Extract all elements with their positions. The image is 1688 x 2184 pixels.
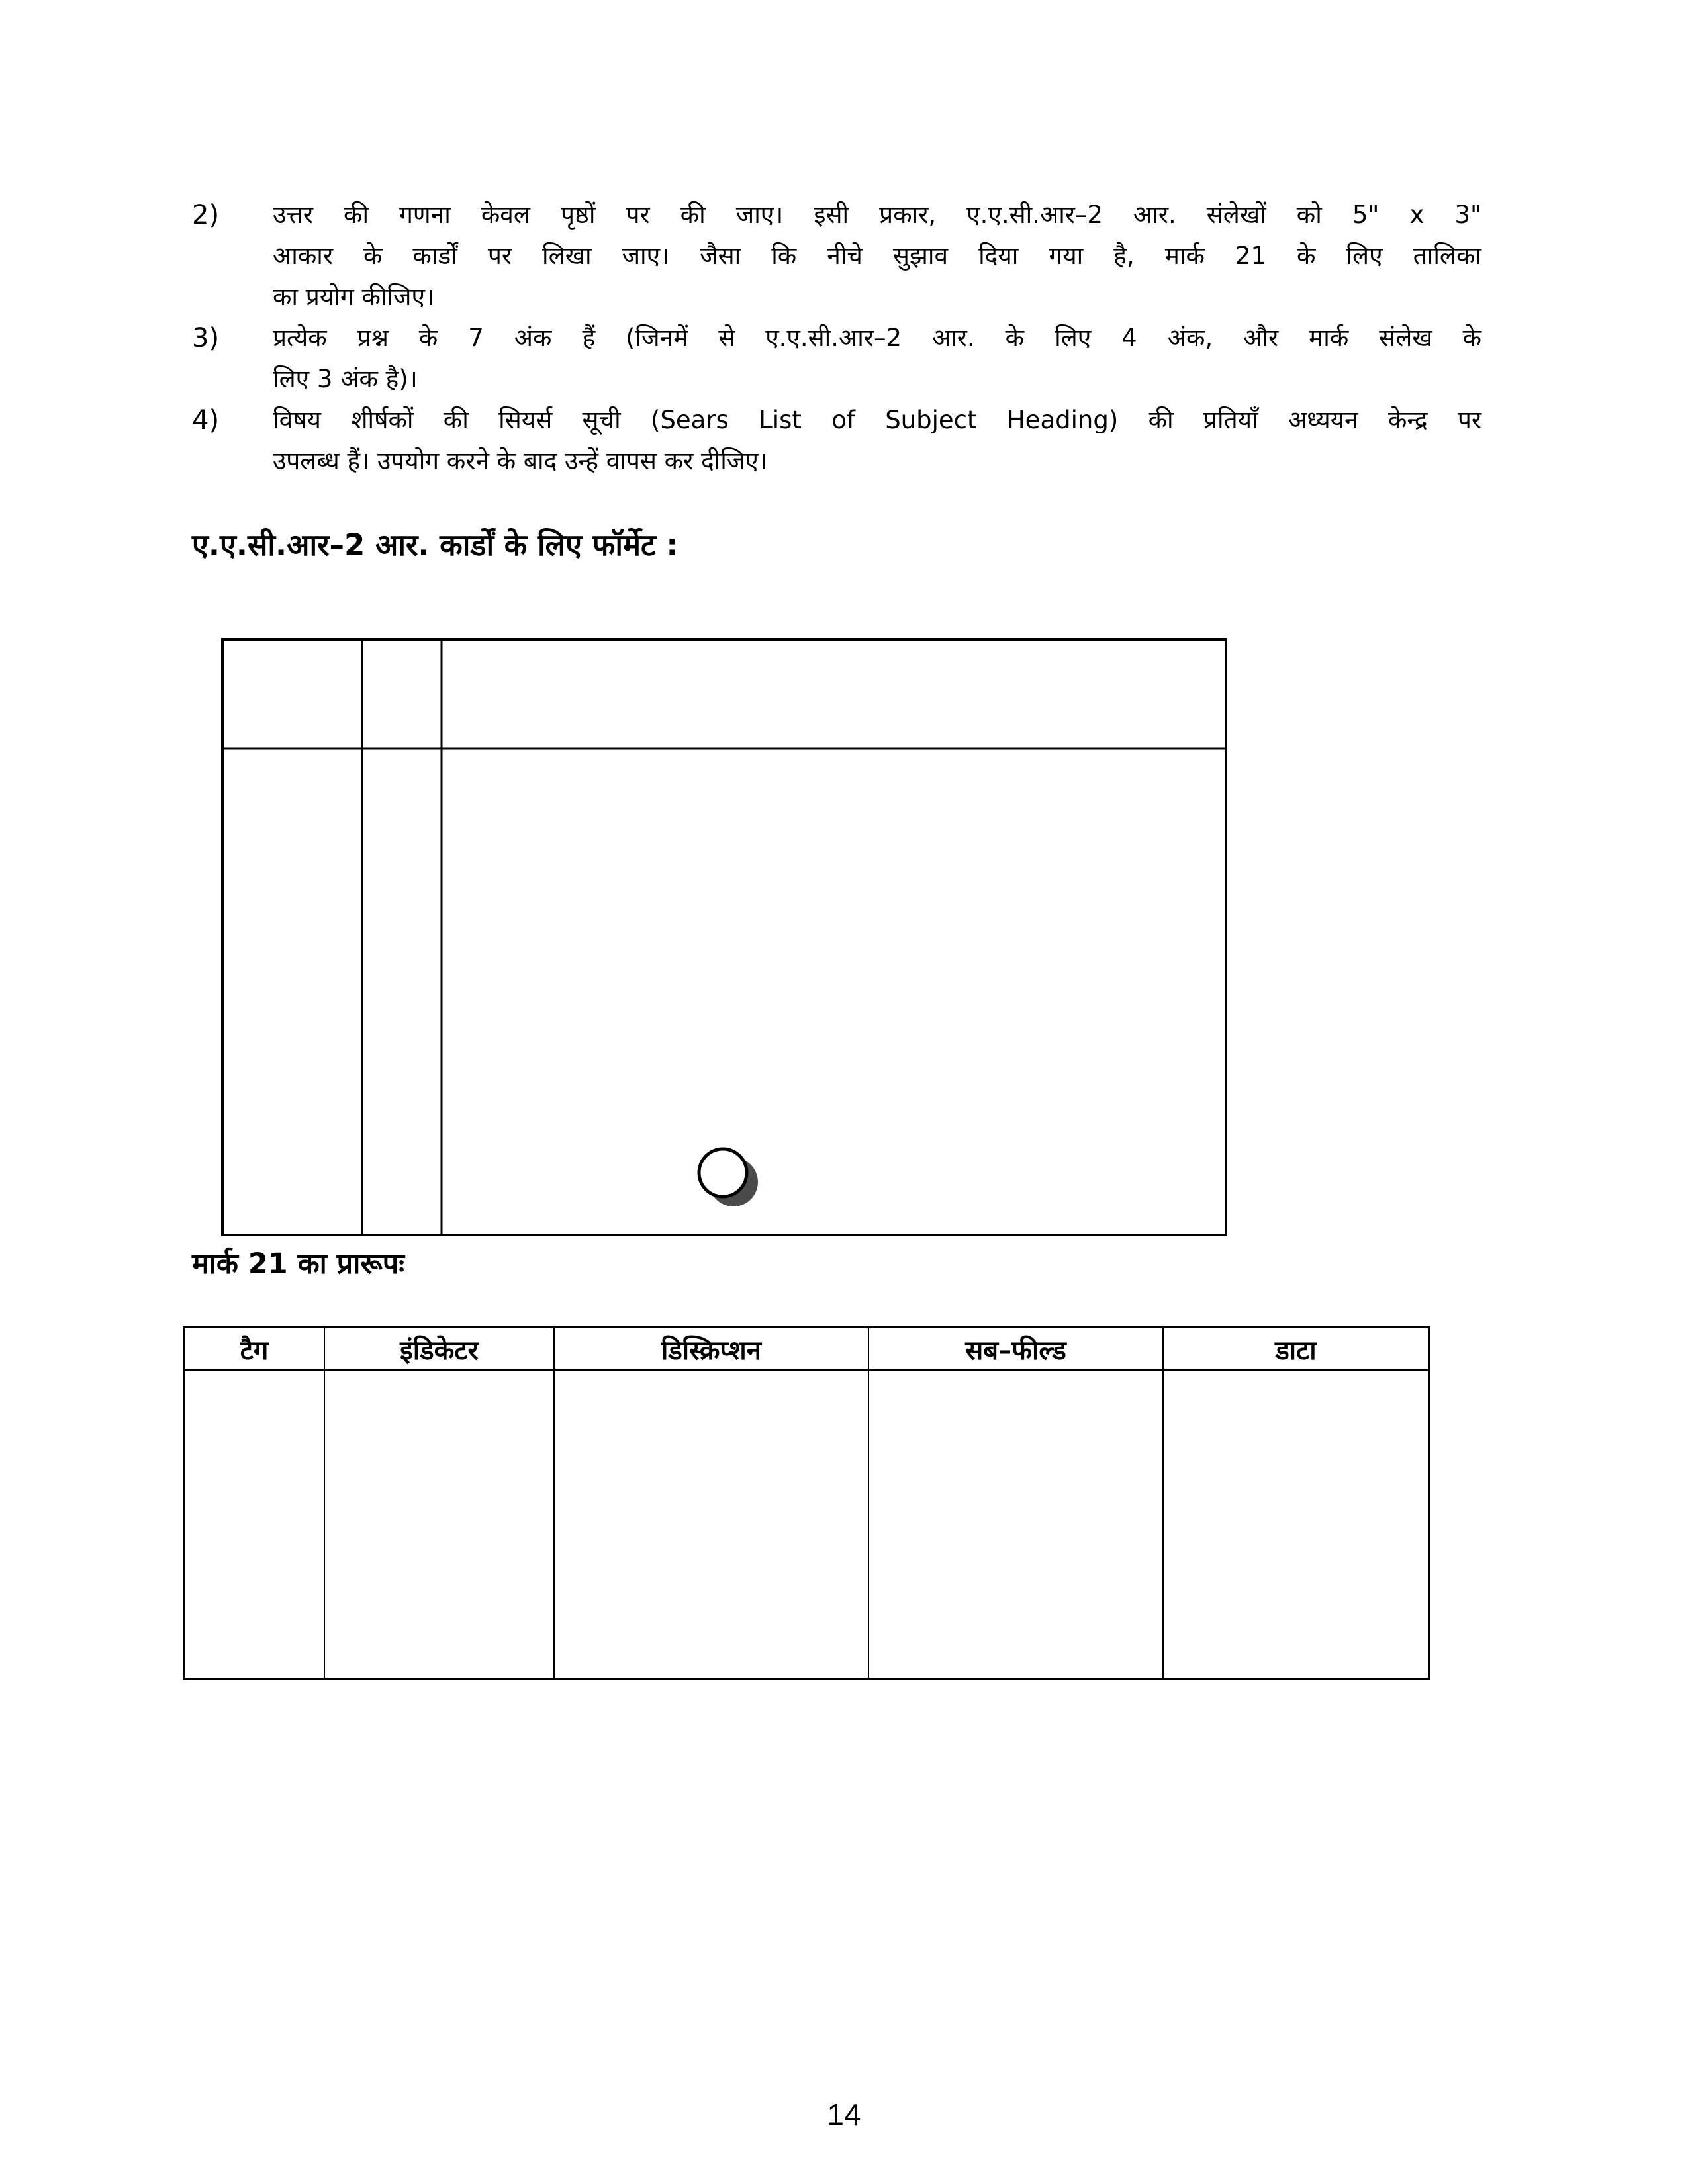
card-hole-icon [699, 1149, 747, 1197]
list-item-2 [192, 195, 1481, 318]
list-item-4-line-2: उपलब्ध हैं। उपयोग करने के बाद उन्हें वापस कर दीजिए। [273, 447, 768, 475]
list-item-3-marker: 3) [192, 323, 220, 353]
aacr-card-diagram [221, 638, 1227, 1236]
card-outline [222, 639, 1226, 1235]
marc-format-heading: मार्क 21 का प्रारूपः [192, 1248, 404, 1281]
marc-table-body-cell [869, 1371, 1164, 1678]
list-item-3-line-1: प्रत्येक प्रश्न के 7 अंक हैं (जिनमें से ए.ए.सी.आर–2 आर. के लिए 4 अंक, और मार्क संलेख के [273, 324, 1481, 352]
marc-table-body-cell [555, 1371, 869, 1678]
list-item-4 [192, 400, 1481, 482]
list-item-2-line-1: उत्तर की गणना केवल पृष्ठों पर की जाए। इसी प्रकार, ए.ए.सी.आर–2 आर. संलेखों को 5" x 3" [273, 201, 1481, 229]
list-item-3 [192, 318, 1481, 400]
list-item-2-line-2: आकार के कार्डों पर लिखा जाए। जैसा कि नीचे सुझाव दिया गया है, मार्क 21 के लिए तालिका [273, 242, 1481, 270]
list-item-4-line-1: विषय शीर्षकों की सियर्स सूची (Sears List of Subject Heading) की प्रतियाँ अध्ययन केन्द्र पर [273, 406, 1481, 434]
marc-table-body-row [185, 1371, 1428, 1678]
marc-21-table [183, 1326, 1430, 1680]
instruction-list [192, 195, 1481, 482]
list-item-3-line-2: लिए 3 अंक है)। [273, 365, 418, 393]
list-item-2-line-3: का प्रयोग कीजिए। [273, 283, 434, 311]
aacr-format-heading: ए.ए.सी.आर–2 आर. कार्डों के लिए फॉर्मेट : [192, 527, 679, 563]
page-number: 14 [827, 2097, 861, 2132]
marc-table-header-data: डाटा [1275, 1335, 1317, 1366]
marc-table-body-cell [1164, 1371, 1428, 1678]
marc-table-body-cell [185, 1371, 325, 1678]
marc-table-body-cell [325, 1371, 555, 1678]
marc-table-header-indicator: इंडिकेटर [325, 1328, 555, 1369]
marc-table-header-row [185, 1328, 1428, 1371]
list-item-4-marker: 4) [192, 405, 220, 435]
marc-table-header-tag: टैग [185, 1328, 325, 1369]
marc-table-header-subfield: सब–फील्ड [869, 1328, 1164, 1369]
marc-table-header-description: डिस्क्रिप्शन [555, 1328, 869, 1369]
list-item-2-marker: 2) [192, 200, 220, 230]
